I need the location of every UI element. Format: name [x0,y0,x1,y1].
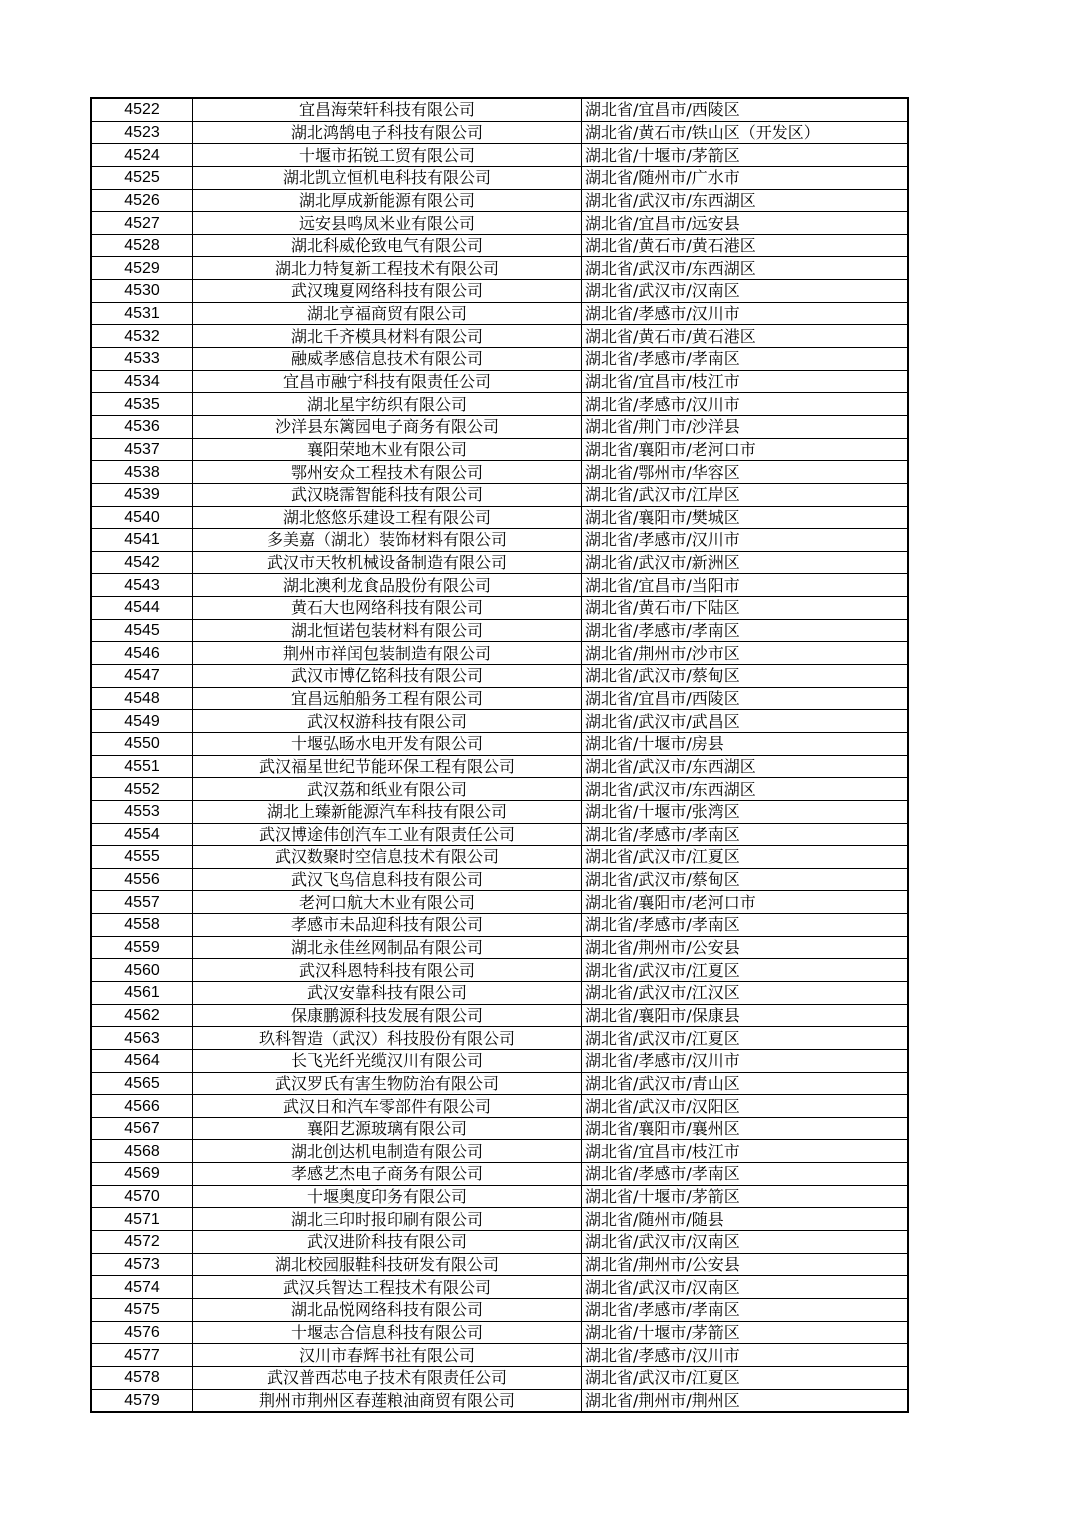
row-number-cell: 4560 [91,959,193,982]
row-number-cell: 4551 [91,755,193,778]
row-number-cell: 4570 [91,1185,193,1208]
company-name-cell: 湖北上臻新能源汽车科技有限公司 [193,800,582,823]
table-row [91,823,908,846]
region-cell: 湖北省/黄石市/黄石港区 [582,234,909,257]
region-cell: 湖北省/武汉市/新洲区 [582,551,909,574]
company-name-cell: 湖北永佳丝网制品有限公司 [193,936,582,959]
table-row [91,1140,908,1163]
company-name-cell: 十堰奥度印务有限公司 [193,1185,582,1208]
company-name-cell: 湖北悠悠乐建设工程有限公司 [193,506,582,529]
row-number-cell: 4528 [91,234,193,257]
region-cell: 湖北省/十堰市/茅箭区 [582,1185,909,1208]
row-number-cell: 4522 [91,98,193,121]
row-number-cell: 4573 [91,1253,193,1276]
row-number-cell: 4524 [91,144,193,167]
table-row [91,1185,908,1208]
company-name-cell: 武汉罗氏有害生物防治有限公司 [193,1072,582,1095]
region-cell: 湖北省/武汉市/汉阳区 [582,1095,909,1118]
table-row [91,981,908,1004]
table-row [91,1208,908,1231]
company-name-cell: 孝感艺杰电子商务有限公司 [193,1163,582,1186]
company-name-cell: 汉川市春辉书社有限公司 [193,1344,582,1367]
region-cell: 湖北省/宜昌市/远安县 [582,212,909,235]
company-name-cell: 武汉市天牧机械设备制造有限公司 [193,551,582,574]
region-cell: 湖北省/武汉市/江夏区 [582,846,909,869]
company-name-cell: 武汉数聚时空信息技术有限公司 [193,846,582,869]
table-row [91,1253,908,1276]
company-name-cell: 保康鹏源科技发展有限公司 [193,1004,582,1027]
region-cell: 湖北省/武汉市/江夏区 [582,1027,909,1050]
company-name-cell: 武汉安靠科技有限公司 [193,981,582,1004]
table-row [91,212,908,235]
company-name-cell: 湖北凯立恒机电科技有限公司 [193,166,582,189]
row-number-cell: 4562 [91,1004,193,1027]
region-cell: 湖北省/随州市/随县 [582,1208,909,1231]
table-row [91,1231,908,1254]
region-cell: 湖北省/武汉市/蔡甸区 [582,868,909,891]
region-cell: 湖北省/武汉市/蔡甸区 [582,665,909,688]
table-row [91,529,908,552]
row-number-cell: 4571 [91,1208,193,1231]
company-name-cell: 湖北亨福商贸有限公司 [193,302,582,325]
table-row [91,1049,908,1072]
company-name-cell: 武汉博途伟创汽车工业有限责任公司 [193,823,582,846]
table-row [91,732,908,755]
row-number-cell: 4557 [91,891,193,914]
region-cell: 湖北省/十堰市/张湾区 [582,800,909,823]
region-cell: 湖北省/随州市/广水市 [582,166,909,189]
row-number-cell: 4527 [91,212,193,235]
company-name-cell: 宜昌远舶船务工程有限公司 [193,687,582,710]
row-number-cell: 4546 [91,642,193,665]
region-cell: 湖北省/武汉市/东西湖区 [582,189,909,212]
row-number-cell: 4543 [91,574,193,597]
row-number-cell: 4540 [91,506,193,529]
row-number-cell: 4561 [91,981,193,1004]
row-number-cell: 4574 [91,1276,193,1299]
region-cell: 湖北省/武汉市/汉南区 [582,1231,909,1254]
table-row [91,1095,908,1118]
company-name-cell: 武汉瑰夏网络科技有限公司 [193,280,582,303]
company-name-cell: 湖北恒诺包装材料有限公司 [193,619,582,642]
region-cell: 湖北省/武汉市/江夏区 [582,959,909,982]
region-cell: 湖北省/孝感市/孝南区 [582,823,909,846]
row-number-cell: 4578 [91,1366,193,1389]
table-row [91,574,908,597]
company-name-cell: 湖北厚成新能源有限公司 [193,189,582,212]
table-row [91,936,908,959]
region-cell: 湖北省/武汉市/东西湖区 [582,778,909,801]
row-number-cell: 4534 [91,370,193,393]
table-row [91,665,908,688]
company-name-cell: 湖北澳利龙食品股份有限公司 [193,574,582,597]
region-cell: 湖北省/荆州市/荆州区 [582,1389,909,1412]
company-name-cell: 远安县鸣凤米业有限公司 [193,212,582,235]
region-cell: 湖北省/宜昌市/当阳市 [582,574,909,597]
row-number-cell: 4541 [91,529,193,552]
company-name-cell: 武汉市博亿铭科技有限公司 [193,665,582,688]
company-name-cell: 武汉晓霈智能科技有限公司 [193,483,582,506]
row-number-cell: 4535 [91,393,193,416]
row-number-cell: 4555 [91,846,193,869]
table-row [91,121,908,144]
row-number-cell: 4547 [91,665,193,688]
region-cell: 湖北省/宜昌市/枝江市 [582,1140,909,1163]
company-name-cell: 长飞光纤光缆汉川有限公司 [193,1049,582,1072]
region-cell: 湖北省/孝感市/孝南区 [582,1163,909,1186]
row-number-cell: 4549 [91,710,193,733]
table-row [91,483,908,506]
company-name-cell: 武汉飞鸟信息科技有限公司 [193,868,582,891]
row-number-cell: 4554 [91,823,193,846]
company-name-cell: 武汉进阶科技有限公司 [193,1231,582,1254]
table-row [91,619,908,642]
company-name-cell: 湖北星宇纺织有限公司 [193,393,582,416]
region-cell: 湖北省/武汉市/东西湖区 [582,755,909,778]
table-row [91,1321,908,1344]
table-row [91,1163,908,1186]
region-cell: 湖北省/黄石市/下陆区 [582,597,909,620]
table-row [91,166,908,189]
row-number-cell: 4525 [91,166,193,189]
company-name-cell: 宜昌海荣轩科技有限公司 [193,98,582,121]
row-number-cell: 4536 [91,415,193,438]
region-cell: 湖北省/孝感市/孝南区 [582,914,909,937]
table-row [91,846,908,869]
table-row [91,257,908,280]
table-row [91,551,908,574]
company-name-cell: 武汉日和汽车零部件有限公司 [193,1095,582,1118]
table-row [91,302,908,325]
company-name-cell: 武汉科恩特科技有限公司 [193,959,582,982]
region-cell: 湖北省/十堰市/房县 [582,732,909,755]
region-cell: 湖北省/荆门市/沙洋县 [582,415,909,438]
company-name-cell: 黄石大也网络科技有限公司 [193,597,582,620]
region-cell: 湖北省/孝感市/汉川市 [582,1049,909,1072]
region-cell: 湖北省/黄石市/铁山区（开发区） [582,121,909,144]
company-name-cell: 玖科智造（武汉）科技股份有限公司 [193,1027,582,1050]
region-cell: 湖北省/武汉市/江夏区 [582,1366,909,1389]
region-cell: 湖北省/黄石市/黄石港区 [582,325,909,348]
region-cell: 湖北省/武汉市/汉南区 [582,1276,909,1299]
table-row [91,687,908,710]
company-name-cell: 十堰弘旸水电开发有限公司 [193,732,582,755]
row-number-cell: 4539 [91,483,193,506]
region-cell: 湖北省/襄阳市/襄州区 [582,1117,909,1140]
region-cell: 湖北省/武汉市/江汉区 [582,981,909,1004]
company-name-cell: 襄阳荣地木业有限公司 [193,438,582,461]
region-cell: 湖北省/孝感市/孝南区 [582,619,909,642]
table-row [91,1389,908,1412]
company-name-cell: 湖北校园服鞋科技研发有限公司 [193,1253,582,1276]
region-cell: 湖北省/襄阳市/老河口市 [582,438,909,461]
company-name-cell: 武汉荔和纸业有限公司 [193,778,582,801]
row-number-cell: 4567 [91,1117,193,1140]
row-number-cell: 4552 [91,778,193,801]
table-row [91,710,908,733]
row-number-cell: 4556 [91,868,193,891]
company-name-cell: 武汉福星世纪节能环保工程有限公司 [193,755,582,778]
region-cell: 湖北省/孝感市/汉川市 [582,393,909,416]
table-row [91,778,908,801]
row-number-cell: 4537 [91,438,193,461]
row-number-cell: 4572 [91,1231,193,1254]
region-cell: 湖北省/襄阳市/老河口市 [582,891,909,914]
region-cell: 湖北省/十堰市/茅箭区 [582,144,909,167]
table-row [91,370,908,393]
table-row [91,597,908,620]
region-cell: 湖北省/武汉市/青山区 [582,1072,909,1095]
company-name-cell: 湖北创达机电制造有限公司 [193,1140,582,1163]
region-cell: 湖北省/武汉市/东西湖区 [582,257,909,280]
region-cell: 湖北省/荆州市/公安县 [582,936,909,959]
row-number-cell: 4564 [91,1049,193,1072]
row-number-cell: 4542 [91,551,193,574]
table-row [91,98,908,121]
region-cell: 湖北省/孝感市/汉川市 [582,529,909,552]
region-cell: 湖北省/孝感市/汉川市 [582,1344,909,1367]
table-row [91,415,908,438]
table-row [91,461,908,484]
company-name-cell: 沙洋县东篱园电子商务有限公司 [193,415,582,438]
company-name-cell: 十堰市拓锐工贸有限公司 [193,144,582,167]
company-name-cell: 武汉普西芯电子技术有限责任公司 [193,1366,582,1389]
table-row [91,438,908,461]
region-cell: 湖北省/宜昌市/枝江市 [582,370,909,393]
company-name-cell: 湖北力特复新工程技术有限公司 [193,257,582,280]
region-cell: 湖北省/孝感市/孝南区 [582,1298,909,1321]
table-row [91,1344,908,1367]
company-name-cell: 荆州市荆州区春莲粮油商贸有限公司 [193,1389,582,1412]
company-name-cell: 武汉兵智达工程技术有限公司 [193,1276,582,1299]
company-name-cell: 融威孝感信息技术有限公司 [193,348,582,371]
row-number-cell: 4563 [91,1027,193,1050]
row-number-cell: 4559 [91,936,193,959]
region-cell: 湖北省/宜昌市/西陵区 [582,98,909,121]
row-number-cell: 4526 [91,189,193,212]
row-number-cell: 4529 [91,257,193,280]
table-row [91,348,908,371]
table-row [91,1117,908,1140]
company-name-cell: 荆州市祥闰包装制造有限公司 [193,642,582,665]
company-name-cell: 湖北品悦网络科技有限公司 [193,1298,582,1321]
region-cell: 湖北省/武汉市/汉南区 [582,280,909,303]
table-row [91,800,908,823]
region-cell: 湖北省/鄂州市/华容区 [582,461,909,484]
row-number-cell: 4579 [91,1389,193,1412]
table-row [91,144,908,167]
company-name-cell: 多美嘉（湖北）装饰材料有限公司 [193,529,582,552]
row-number-cell: 4550 [91,732,193,755]
region-cell: 湖北省/襄阳市/樊城区 [582,506,909,529]
row-number-cell: 4538 [91,461,193,484]
region-cell: 湖北省/武汉市/江岸区 [582,483,909,506]
row-number-cell: 4533 [91,348,193,371]
table-row [91,914,908,937]
table-row [91,506,908,529]
row-number-cell: 4569 [91,1163,193,1186]
row-number-cell: 4548 [91,687,193,710]
table-row [91,868,908,891]
region-cell: 湖北省/十堰市/茅箭区 [582,1321,909,1344]
row-number-cell: 4575 [91,1298,193,1321]
table-row [91,1072,908,1095]
region-cell: 湖北省/宜昌市/西陵区 [582,687,909,710]
table-row [91,642,908,665]
row-number-cell: 4532 [91,325,193,348]
row-number-cell: 4558 [91,914,193,937]
table-row [91,189,908,212]
row-number-cell: 4531 [91,302,193,325]
region-cell: 湖北省/孝感市/孝南区 [582,348,909,371]
company-name-cell: 孝感市未品迎科技有限公司 [193,914,582,937]
company-name-cell: 湖北千齐模具材料有限公司 [193,325,582,348]
row-number-cell: 4553 [91,800,193,823]
company-name-cell: 襄阳艺源玻璃有限公司 [193,1117,582,1140]
table-row [91,959,908,982]
row-number-cell: 4530 [91,280,193,303]
company-name-cell: 鄂州安众工程技术有限公司 [193,461,582,484]
region-cell: 湖北省/孝感市/汉川市 [582,302,909,325]
row-number-cell: 4545 [91,619,193,642]
region-cell: 湖北省/荆州市/沙市区 [582,642,909,665]
region-cell: 湖北省/襄阳市/保康县 [582,1004,909,1027]
table-body [91,98,908,1412]
region-cell: 湖北省/武汉市/武昌区 [582,710,909,733]
row-number-cell: 4565 [91,1072,193,1095]
table-row [91,755,908,778]
table-row [91,1366,908,1389]
table-row [91,1004,908,1027]
row-number-cell: 4576 [91,1321,193,1344]
row-number-cell: 4523 [91,121,193,144]
row-number-cell: 4568 [91,1140,193,1163]
table-row [91,1298,908,1321]
table-row [91,1027,908,1050]
company-name-cell: 老河口航大木业有限公司 [193,891,582,914]
company-name-cell: 宜昌市融宁科技有限责任公司 [193,370,582,393]
region-cell: 湖北省/荆州市/公安县 [582,1253,909,1276]
table-row [91,280,908,303]
row-number-cell: 4577 [91,1344,193,1367]
company-name-cell: 十堰志合信息科技有限公司 [193,1321,582,1344]
table-row [91,891,908,914]
row-number-cell: 4544 [91,597,193,620]
row-number-cell: 4566 [91,1095,193,1118]
table-row [91,234,908,257]
company-name-cell: 湖北三印时报印刷有限公司 [193,1208,582,1231]
company-name-cell: 湖北鸿鹄电子科技有限公司 [193,121,582,144]
company-name-cell: 武汉权游科技有限公司 [193,710,582,733]
table-row [91,393,908,416]
table-row [91,1276,908,1299]
company-name-cell: 湖北科威伦致电气有限公司 [193,234,582,257]
table-row [91,325,908,348]
company-list-table [90,97,909,1413]
